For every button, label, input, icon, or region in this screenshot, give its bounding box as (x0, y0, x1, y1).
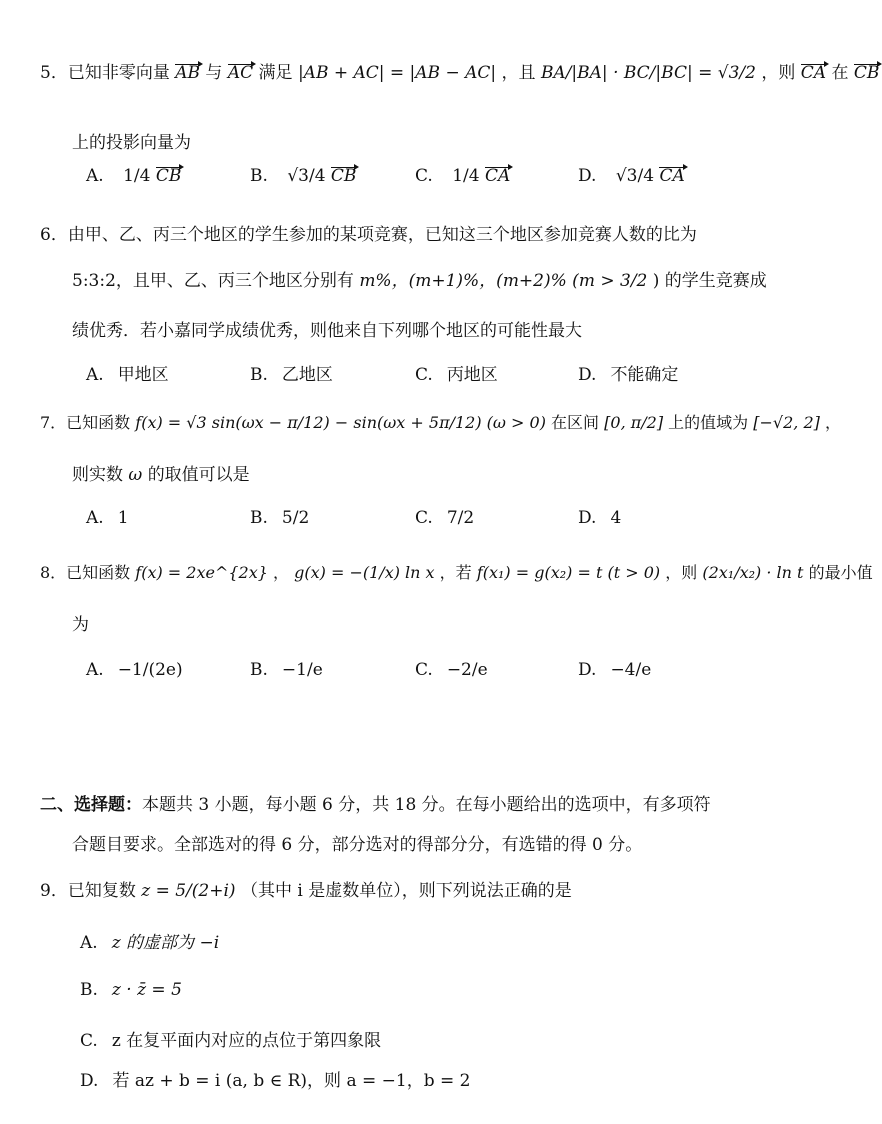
q8-line1e: 的最小值 (808, 563, 873, 582)
option-label: B. (250, 508, 268, 528)
q6-stem-line2 (72, 266, 767, 291)
q6-line2d: ) 的学生竞赛成 (652, 271, 767, 291)
q7-line1a: 7．已知函数 (40, 413, 131, 432)
option-text: 若 az + b = i (a, b ∈ R)，则 a = −1，b = 2 (112, 1071, 471, 1091)
option-label: B. (250, 660, 268, 680)
q6-line2a: 5:3:2，且甲、乙、丙三个地区分别有 (72, 271, 354, 291)
q6-option-b (250, 360, 333, 385)
q5-condition: |AB + AC| = |AB − AC| (297, 63, 497, 83)
option-coef: 1/4 (123, 166, 151, 186)
option-label: C. (415, 365, 433, 385)
option-text: −4/e (610, 660, 652, 680)
q7-range: [−√2, 2] (753, 413, 820, 432)
q5-option-a (86, 166, 181, 186)
q8-expression: (2x₁/x₂) · ln t (702, 563, 804, 582)
option-text: 7/2 (446, 508, 475, 528)
q9-line1a: 9．已知复数 (40, 881, 136, 901)
option-text: 甲地区 (117, 365, 169, 385)
q5-text-f: 在 (831, 63, 849, 83)
option-text: z · z̄ = 5 (111, 980, 182, 1000)
q7-line1c: 上的值域为 (668, 413, 749, 432)
q9-line1b: （其中 i 是虚数单位），则下列说法正确的是 (240, 881, 572, 901)
option-label: C. (80, 1031, 98, 1051)
q7-function: f(x) = √3 sin(ωx − π/12) − sin(ωx + 5π/12) (ω > 0) (135, 413, 546, 432)
option-text: −2/e (446, 660, 488, 680)
q8-stem-line1 (40, 560, 873, 583)
option-label: D. (578, 365, 597, 385)
q8-line1d: ，则 (665, 563, 698, 582)
option-vector: CB (330, 166, 357, 186)
option-text: 丙地区 (446, 365, 498, 385)
option-vector: CB (155, 166, 182, 186)
option-text: 不能确定 (610, 365, 679, 385)
option-text: z 的虚部为 −i (111, 933, 220, 953)
q8-option-d (578, 660, 651, 680)
option-label: D. (578, 660, 597, 680)
q5-text-d: ，且 (501, 63, 536, 83)
option-label: C. (415, 660, 433, 680)
q7-stem-line1 (40, 410, 841, 433)
q7-option-b (250, 508, 309, 528)
option-label: A. (80, 933, 98, 953)
q6-option-c (415, 360, 498, 385)
option-label: A. (86, 365, 104, 385)
option-label: D. (578, 508, 597, 528)
option-label: D. (80, 1071, 99, 1091)
section2-line1 (40, 790, 711, 815)
q6-option-a (86, 360, 169, 385)
q8-line1a: 8．已知函数 (40, 563, 131, 582)
q8-line1c: ，若 (439, 563, 472, 582)
q7-option-c (415, 508, 474, 528)
q9-stem-line1 (40, 876, 572, 901)
q5-text-e: ，则 (761, 63, 796, 83)
q9-option-a (80, 928, 219, 953)
section2-title: 二、选择题： (40, 795, 142, 815)
q9-option-d (80, 1066, 470, 1091)
option-label: A. (86, 508, 104, 528)
q5-vector-ac: AC (227, 63, 254, 83)
q7-option-a (86, 508, 129, 528)
option-label: D. (578, 166, 597, 186)
q7-line1b: 在区间 (551, 413, 600, 432)
q5-text-a: 5．已知非零向量 (40, 63, 170, 83)
q5-stem-line1 (40, 58, 879, 83)
option-label: B. (80, 980, 98, 1000)
q5-option-d (578, 166, 685, 186)
q5-option-c (415, 166, 510, 186)
q9-option-c (80, 1026, 381, 1051)
option-label: B. (250, 365, 268, 385)
option-text: 1 (117, 508, 129, 528)
q9-option-b (80, 980, 182, 1000)
q5-condition2: BA/|BA| · BC/|BC| = √3/2 (540, 63, 756, 83)
option-text: 5/2 (281, 508, 310, 528)
q5-vector-cb: CB (853, 63, 880, 83)
option-text: −1/e (281, 660, 323, 680)
q8-option-a (86, 660, 183, 680)
section2-line2: 合题目要求。全部选对的得 6 分，部分选对的得部分分，有选错的得 0 分。 (72, 835, 643, 855)
option-label: B. (250, 166, 268, 186)
q5-text-b: 与 (205, 63, 223, 83)
q5-vector-ca: CA (800, 63, 827, 83)
q5-stem-line2: 上的投影向量为 (72, 133, 191, 153)
q5-text-c: 满足 (258, 63, 293, 83)
option-label: C. (415, 508, 433, 528)
option-coef: 1/4 (452, 166, 480, 186)
q8-g: g(x) = −(1/x) ln x (294, 563, 435, 582)
option-coef: √3/4 (615, 166, 655, 186)
q6-line2b: m%，(m+1)%，(m+2)% (m > (359, 271, 615, 291)
q8-option-b (250, 660, 323, 680)
option-text: z 在复平面内对应的点位于第四象限 (111, 1031, 382, 1051)
q7-line2a: 则实数 (72, 465, 123, 485)
q6-line2c: 3/2 (620, 271, 648, 291)
q8-stem-line2: 为 (72, 615, 89, 635)
q8-option-c (415, 660, 488, 680)
option-coef: √3/4 (287, 166, 326, 186)
q7-option-d (578, 508, 621, 528)
option-text: 4 (610, 508, 622, 528)
q7-interval: [0, π/2] (604, 413, 664, 432)
section2-text1: 本题共 3 小题，每小题 6 分，共 18 分。在每小题给出的选项中，有多项符 (142, 795, 711, 815)
q6-stem-line3: 绩优秀．若小嘉同学成绩优秀，则他来自下列哪个地区的可能性最大 (72, 321, 582, 341)
q5-option-b (250, 166, 356, 186)
q7-stem-line2 (72, 460, 250, 485)
option-text: −1/(2e) (117, 660, 183, 680)
q8-f: f(x) = 2xe^{2x} (135, 563, 268, 582)
option-vector: CA (659, 166, 685, 186)
option-label: C. (415, 166, 433, 186)
q6-option-d (578, 360, 678, 385)
option-vector: CA (484, 166, 511, 186)
option-label: A. (86, 660, 104, 680)
option-label: A. (86, 166, 104, 186)
q6-stem-line1: 6．由甲、乙、丙三个地区的学生参加的某项竞赛，已知这三个地区参加竞赛人数的比为 (40, 225, 697, 245)
q7-line1d: ， (825, 413, 842, 432)
q7-line2b: 的取值可以是 (147, 465, 250, 485)
option-text: 乙地区 (281, 365, 333, 385)
q8-line1b: ， (273, 563, 290, 582)
q5-vector-ab: AB (175, 63, 201, 83)
q7-omega: ω (128, 465, 143, 485)
q8-condition: f(x₁) = g(x₂) = t (t > 0) (476, 563, 661, 582)
q9-z: z = 5/(2+i) (141, 881, 236, 901)
